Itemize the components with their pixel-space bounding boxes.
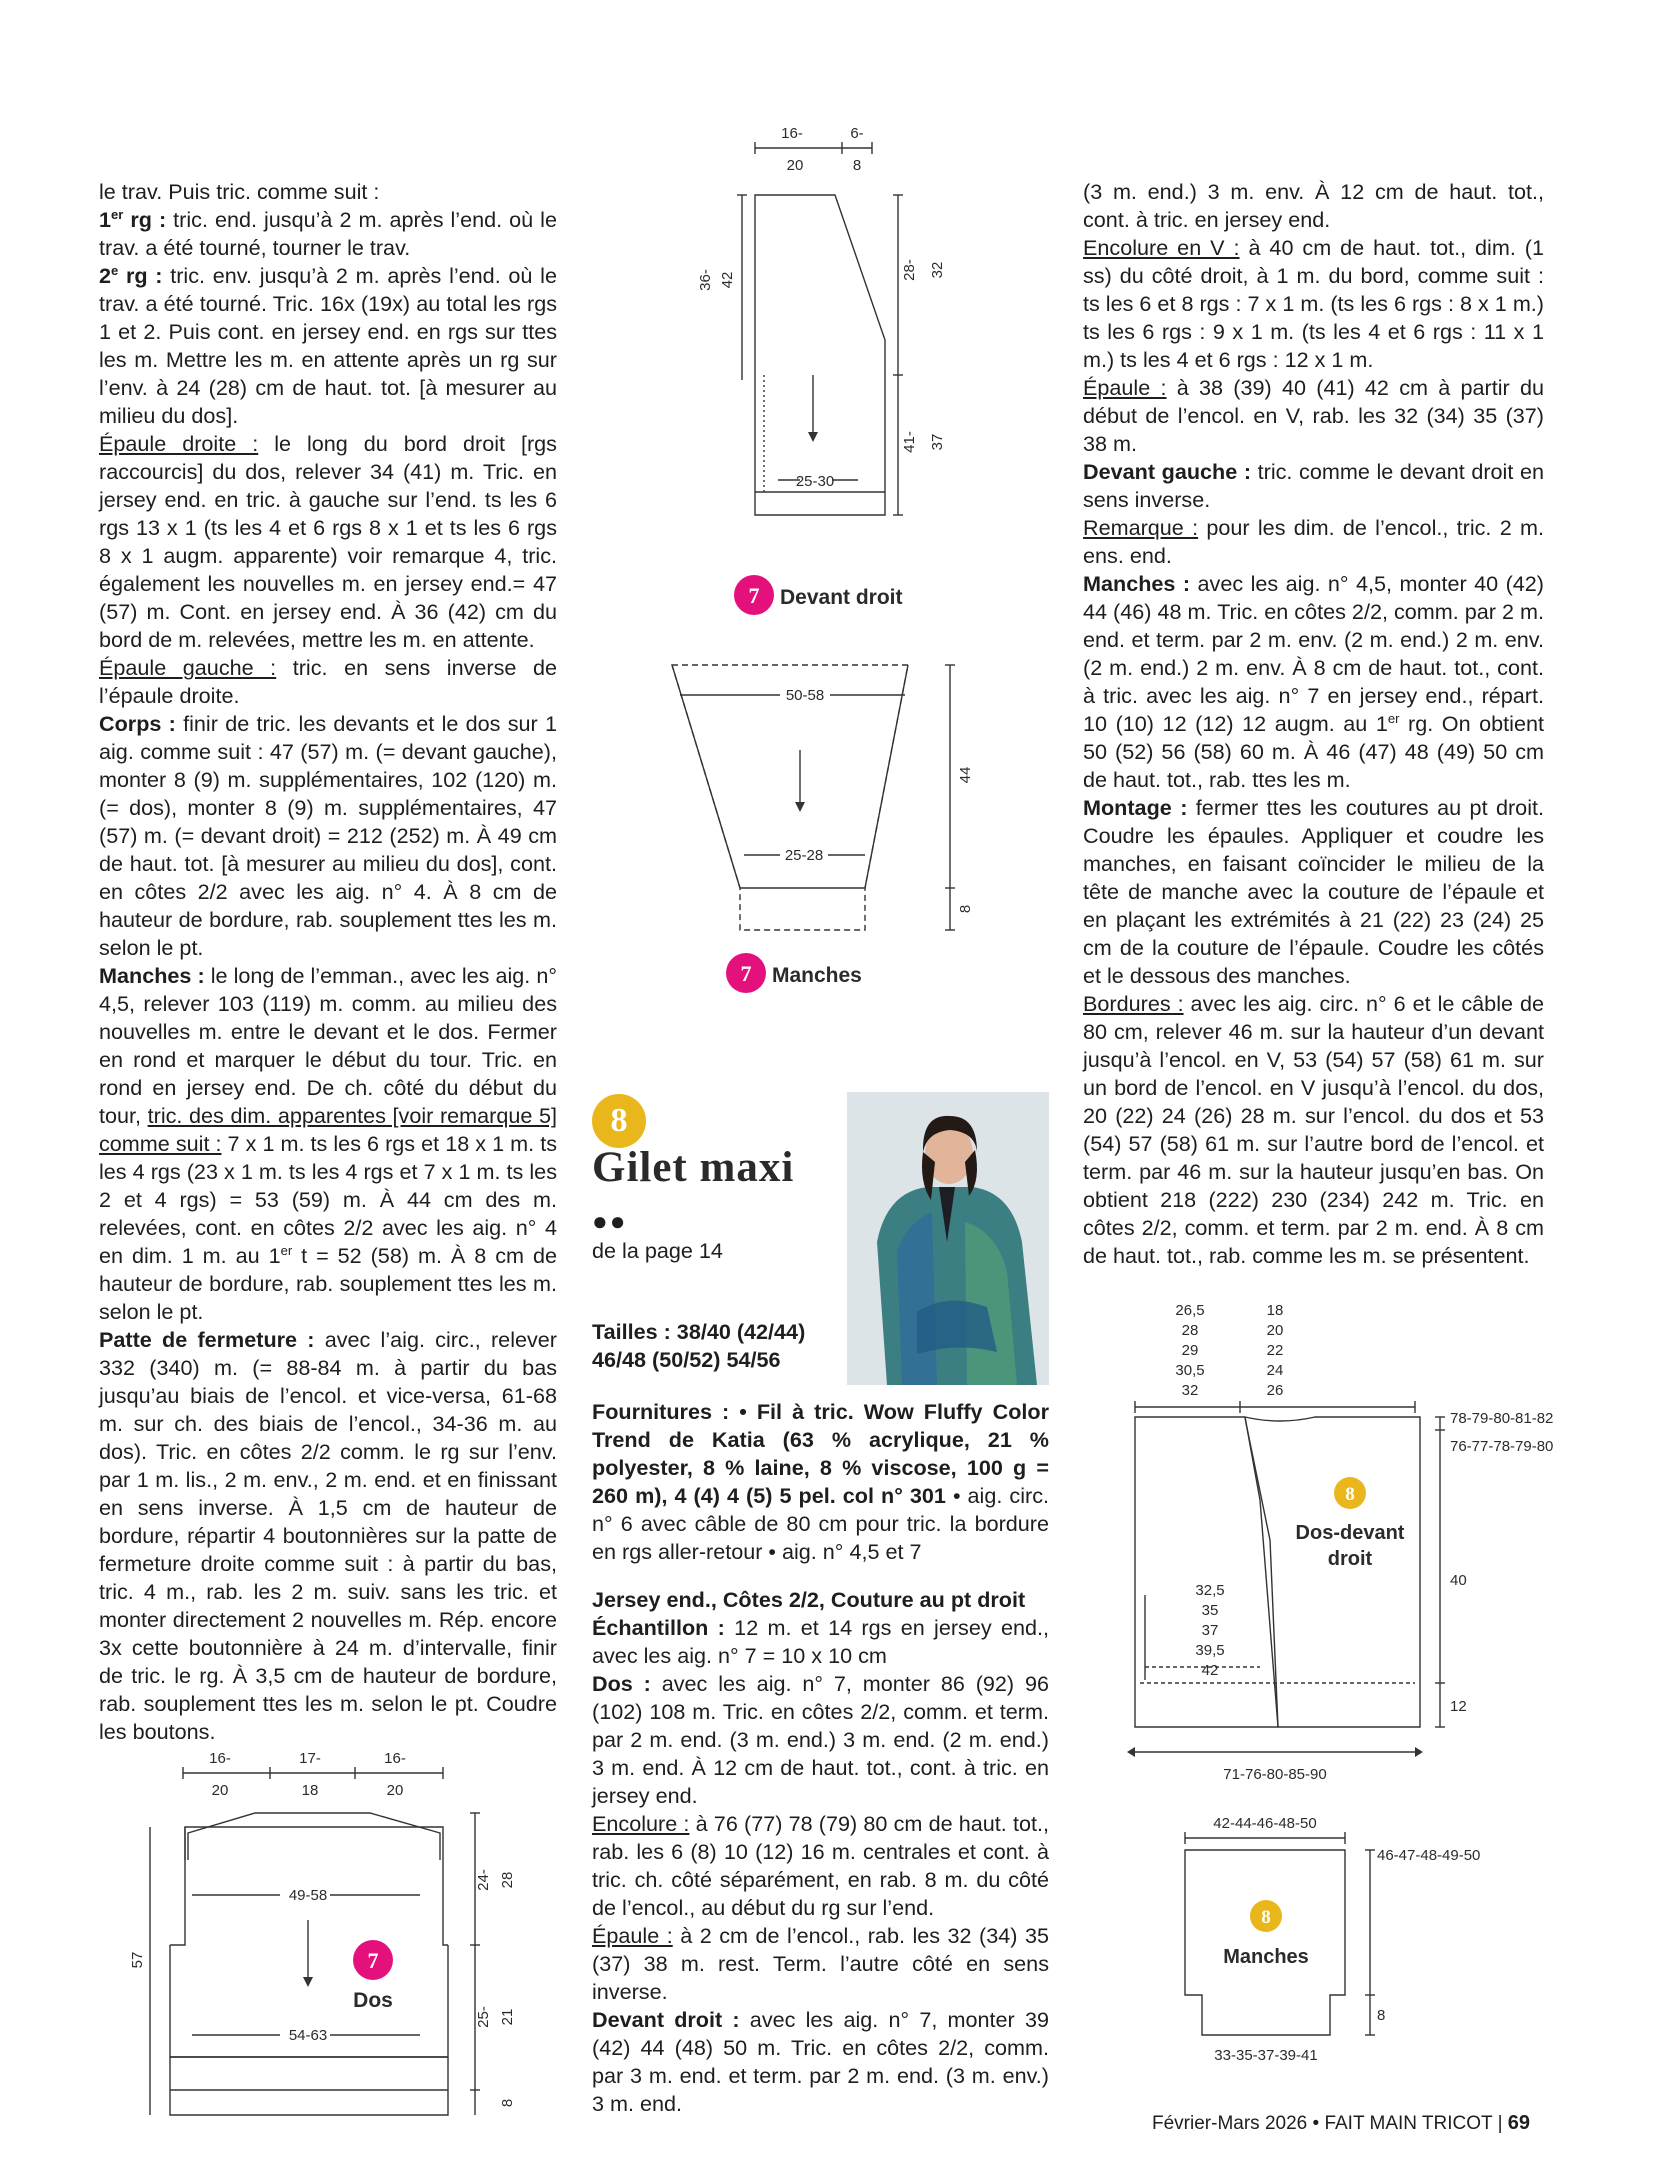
diagram-label: Devant droit	[780, 586, 903, 609]
badge-number: 8	[1261, 1907, 1271, 1928]
shoulder-size-4: 24	[1266, 1362, 1284, 1379]
dim-t3a: 16-	[384, 1750, 406, 1767]
dim-r1b: 28	[499, 1871, 516, 1889]
dim-right-1: 28-	[901, 259, 918, 281]
shoulder-size-3: 22	[1266, 1342, 1284, 1359]
dim-r2b: 21	[499, 2008, 516, 2026]
dim-t1b: 20	[211, 1782, 229, 1799]
dim-t3b: 20	[386, 1782, 404, 1799]
vneck-size-1: 32,5	[1195, 1582, 1225, 1599]
dim-right-3: 41-	[901, 431, 918, 453]
diagram-label: Manches	[1223, 1946, 1309, 1968]
dim-cuff: 8	[957, 904, 974, 914]
dim-height-40: 40	[1450, 1572, 1467, 1589]
project-number-badge: 8	[592, 1094, 646, 1148]
magazine-name: FAIT MAIN TRICOT	[1324, 2113, 1493, 2134]
dim-top: 42-44-46-48-50	[1213, 1815, 1317, 1832]
paragraph-corps: Corps : finir de tric. les devants et le dos sur 1 aig. comme suit : 47 (57) m. (= devant gauche), monter 8 (9) m. supplémentaires, 102 (120) m. (= dos), monter 8 (9) m. supplémentaires, 47 (57) m. (= devant droit) = 212 (252) m. À 49 cm de haut. tot. [à mesurer au milieu du dos], cont. en côtes 2/2 avec les aig. n° 4. À 8 cm de hauteur de bordure, rab. souplement ttes les m. selon le pt.	[99, 711, 558, 960]
rang-2-label: 2e rg :	[99, 262, 163, 288]
issue-date: Février-Mars 2026	[1152, 2113, 1308, 2134]
vneck-size-4: 39,5	[1195, 1642, 1225, 1659]
dim-t1a: 16-	[209, 1750, 231, 1767]
dim-top-1a: 16-	[781, 125, 803, 142]
diagram-label-2: droit	[1327, 1548, 1373, 1570]
paragraph-manches: Manches : avec les aig. n° 4,5, monter 40 (42) 44 (46) 48 m. Tric. en côtes 2/2, comm. par 2 m. end. et term. par 2 m. env. (2 m. end.) 2 m. env. (2 m. end.) 2 m. env. À 8 cm de haut. tot., cont. à tric. avec les aig. n° 7 en jersey end., répart. 10 (10) 12 (12) 12 augm. au 1er rg. On obtient 50 (52) 56 (58) 60 m. À 46 (47) 48 (49) 50 cm de haut. tot., rab. ttes les m.	[1083, 571, 1544, 792]
vneck-size-3: 37	[1201, 1622, 1219, 1639]
neck-size-1: 26,5	[1175, 1302, 1205, 1319]
paragraph-devant-gauche: Devant gauche : tric. comme le devant droit en sens inverse.	[1083, 459, 1544, 512]
badge-number: 7	[748, 583, 760, 608]
dim-height: 44	[957, 766, 974, 784]
vneck-size-5: 42	[1201, 1662, 1219, 1679]
dim-bottom: 71-76-80-85-90	[1223, 1766, 1327, 1783]
paragraph-montage: Montage : fermer ttes les coutures au pt droit. Coudre les épaules. Appliquer et coudre les manches, en faisant coïncider le milieu de la tête de manche avec la couture de l’épaule et en plaçant les extrémités à 21 (22) 23 (24) 25 cm de la couture de l’épaule. Coudre les côtés et le dessous des manches.	[1083, 795, 1544, 988]
dim-top-1b: 20	[786, 157, 804, 174]
paragraph-rang-2: 2e rg : tric. env. jusqu’à 2 m. après l’end. où le trav. a été tourné. Tric. 16x (19x) au total les rgs 1 et 2. Puis cont. en jersey end. en rgs sur ttes les m. Mettre les m. en attente après un rg sur l’env. à 24 (28) cm de haut. tot. [à mesurer au milieu du dos].	[99, 262, 557, 428]
dim-t2a: 17-	[299, 1750, 321, 1767]
neck-size-4: 30,5	[1175, 1362, 1205, 1379]
dim-height: 57	[129, 1951, 146, 1969]
dim-width: 25-30	[795, 473, 835, 490]
diagram-label: Manches	[772, 964, 862, 987]
dim-top: 50-58	[785, 687, 825, 704]
shoulder-size-1: 18	[1266, 1302, 1284, 1319]
from-page: de la page 14	[592, 1238, 723, 1263]
paragraph-epaule-droite: Épaule droite : le long du bord droit [rgs raccourcis] du dos, relever 34 (41) m. Tric. en jersey end. en tric. à gauche sur l’end. ts les 6 rgs 13 x 1 (ts les 4 et 6 rgs 8 x 1 et ts les 6 rgs 8 x 1 augm. apparente) voir remarque 4, tric. également les nouvelles m. en jersey end.= 47 (57) m. Cont. en jersey end. À 36 (42) cm du bord de m. relevées, mettre les m. en attente.	[99, 431, 557, 652]
dim-top-right-2: 76-77-78-79-80	[1450, 1438, 1554, 1455]
paragraph-fournitures: Fournitures : • Fil à tric. Wow Fluffy Color Trend de Katia (63 % acrylique, 21 % polyester, 8 % laine, 8 % viscose, 100 g = 260 m), 4 (4) 4 (5) 5 pel. col n° 301 • aig. circ. n° 6 avec câble de 80 cm pour tric. la bordure en rgs aller-retour • aig. n° 4,5 et 7	[592, 1399, 1049, 1564]
diagram-label: Dos	[353, 1989, 393, 2012]
paragraph-encolure-v: Encolure en V : à 40 cm de haut. tot., dim. (1 ss) du côté droit, à 1 m. du bord, comme suit : ts les 6 et 8 rgs : 7 x 1 m. (ts les 6 rgs : 8 x 1 m.) ts les 6 rgs : 9 x 1 m. (ts les 4 et 6 rgs : 11 x 1 m.) ts les 4 et 6 rgs : 12 x 1 m.	[1083, 235, 1544, 372]
paragraph-bordures: Bordures : avec les aig. circ. n° 6 et le câble de 80 cm, relever 46 m. sur la hauteur d’un devant jusqu’à l’encol. en V, 53 (54) 57 (58) 61 m. sur un bord de l’encol. en V jusqu’à l’encol. du dos, 20 (22) 24 (26) 28 m. sur l’encol. du dos et 53 (54) 57 (58) 61 m. sur l’autre bord de l’encol. et term. par 46 m. sur la hauteur jusqu’en bas. On obtient 218 (222) 230 (234) 242 m. Tric. en côtes 2/2, comm. et term. par 2 m. end. À 8 cm de haut. tot., rab. comme les m. se présentent.	[1083, 991, 1544, 1268]
dim-left-2: 42	[719, 271, 736, 289]
vneck-size-2: 35	[1201, 1602, 1219, 1619]
dim-left-1: 36-	[697, 269, 714, 291]
paragraph-epaule: Épaule : à 2 cm de l’encol., rab. les 32 (34) 35 (37) 38 m. rest. Term. l’autre côté en sens inverse.	[592, 1923, 1049, 2004]
dim-r1a: 24-	[475, 1869, 492, 1891]
dim-height-12: 12	[1450, 1698, 1467, 1715]
neck-size-5: 32	[1181, 1382, 1199, 1399]
paragraph-rang-1: 1er rg : tric. end. jusqu’à 2 m. après l’end. où le trav. a été tourné, tourner le trav.	[99, 206, 557, 260]
difficulty-dots: ●●	[592, 1206, 628, 1236]
dim-bottom: 25-28	[784, 847, 824, 864]
paragraph: le trav. Puis tric. comme suit :	[99, 179, 380, 204]
shoulder-size-5: 26	[1266, 1382, 1284, 1399]
paragraph-points: Jersey end., Côtes 2/2, Couture au pt droit	[592, 1587, 1026, 1612]
diagram-manches-7	[660, 650, 1000, 1000]
paragraph-devant-droit: Devant droit : avec les aig. n° 7, monter 39 (42) 44 (48) 50 m. Tric. en côtes 2/2, comm. par 3 m. end. et term. par 2 m. end. (3 m. env.) 3 m. end.	[592, 2007, 1049, 2116]
diagram-devant-droit	[680, 120, 980, 630]
rang-1-label: 1er rg :	[99, 206, 167, 232]
dim-right-4: 37	[929, 433, 946, 451]
dim-r2a: 25-	[475, 2006, 492, 2028]
shoulder-size-2: 20	[1266, 1322, 1284, 1339]
neck-size-3: 29	[1181, 1342, 1199, 1359]
diagram-manches-8	[1170, 1810, 1530, 2070]
column-3-instructions	[1083, 178, 1544, 1270]
project-title: Gilet maxi	[592, 1144, 795, 1191]
badge-number: 7	[740, 961, 752, 986]
dim-bottom: 33-35-37-39-41	[1214, 2047, 1318, 2064]
dim-width-2: 54-63	[288, 2027, 328, 2044]
footer-bullet: •	[1312, 2113, 1320, 2134]
dim-width-1: 49-58	[288, 1887, 328, 1904]
paragraph-dos: Dos : avec les aig. n° 7, monter 86 (92) 96 (102) 108 m. Tric. en côtes 2/2, comm. et term. par 2 m. end. (3 m. end.) 3 m. end. (2 m. end.) 3 m. end. À 12 cm de haut. tot., cont. à tric. en jersey end.	[592, 1671, 1050, 1808]
dim-top-right-1: 78-79-80-81-82	[1450, 1410, 1554, 1427]
paragraph-echantillon: Échantillon : 12 m. et 14 rgs en jersey end., avec les aig. n° 7 = 10 x 10 cm	[592, 1615, 1049, 1668]
paragraph-epaule: Épaule : à 38 (39) 40 (41) 42 cm à partir du début de l’encol. en V, rab. les 32 (34) 35 (37) 38 m.	[1083, 375, 1544, 456]
diagram-dos-devant-8	[1110, 1295, 1554, 1795]
paragraph: (3 m. end.) 3 m. env. À 12 cm de haut. tot., cont. à tric. en jersey end.	[1083, 179, 1544, 232]
page-footer	[1152, 2112, 1530, 2135]
diagram-label-1: Dos-devant	[1295, 1522, 1405, 1544]
dim-top-2a: 6-	[850, 125, 864, 142]
column-2-instructions	[592, 1320, 1049, 2118]
dim-cuff: 8	[1377, 2007, 1386, 2024]
dim-right: 46-47-48-49-50	[1377, 1847, 1481, 1864]
column-1-instructions	[99, 178, 557, 1746]
page-number: 69	[1507, 2112, 1531, 2134]
dim-right-2: 32	[929, 261, 946, 279]
dim-t2b: 18	[301, 1782, 319, 1799]
paragraph-patte: Patte de fermeture : avec l’aig. circ., relever 332 (340) m. (= 88-84 m. à partir du bas jusqu’au biais de l’encol. et vice-versa, 61-68 m. sur ch. des biais de l’encol., 34-36 m. au dos). Tric. en côtes 2/2 comm. le rg sur l’env. par 1 m. lis., 2 m. env., 2 m. end. et en finissant en sens inverse. À 1,5 cm de hauteur de bordure, répartir 4 boutonnières sur la patte de fermeture droite comme suit : à partir du bas, tric. 4 m., rab. les 2 m. suiv. sans les tric. et monter directement 2 nouvelles m. Rép. encore 3x cette boutonnière à 24 m. d’intervalle, finir de tric. le rg. À 3,5 cm de hauteur de bordure, rab. souplement ttes les m. selon le pt. Coudre les boutons.	[99, 1327, 557, 1744]
diagram-dos-7	[130, 1745, 530, 2125]
paragraph-encolure: Encolure : à 76 (77) 78 (79) 80 cm de haut. tot., rab. les 6 (8) 10 (12) 16 m. centrales et cont. à tric. ch. côté séparément, en rab. 8 m. du côté de l’encol., au début du rg sur l’end.	[592, 1811, 1049, 1920]
paragraph-manches: Manches : le long de l’emman., avec les aig. n° 4,5, relever 103 (119) m. comm. au milieu des nouvelles m. entre le devant et le dos. Fermer en rond et marquer le début du tour. Tric. en rond en jersey end. De ch. côté du début du tour, tric. des dim. apparentes [voir remarque 5] comme suit : 7 x 1 m. ts les 6 rgs et 18 x 1 m. ts les 4 rgs (23 x 1 m. ts les 4 rgs et 7 x 1 m. ts les 2 et 4 rgs) = 53 (59) m. À 44 cm des m. relevées, cont. en côtes 2/2 avec les aig. n° 4 en dim. 1 m. au 1er t = 52 (58) m. À 8 cm de hauteur de bordure, rab. souplement ttes les m. selon le pt.	[99, 963, 557, 1324]
sizes: Tailles : 38/40 (42/44) 46/48 (50/52) 54/56	[592, 1319, 806, 1372]
dim-top-2b: 8	[852, 157, 862, 174]
neck-size-2: 28	[1181, 1322, 1199, 1339]
paragraph-epaule-gauche: Épaule gauche : tric. en sens inverse de l’épaule droite.	[99, 655, 557, 708]
footer-separator: |	[1497, 2113, 1503, 2134]
badge-number: 7	[367, 1948, 379, 1973]
paragraph-remarque: Remarque : pour les dim. de l’encol., tric. 2 m. ens. end.	[1083, 515, 1544, 568]
badge-number: 8	[1345, 1484, 1355, 1505]
dim-r3: 8	[499, 2098, 516, 2108]
